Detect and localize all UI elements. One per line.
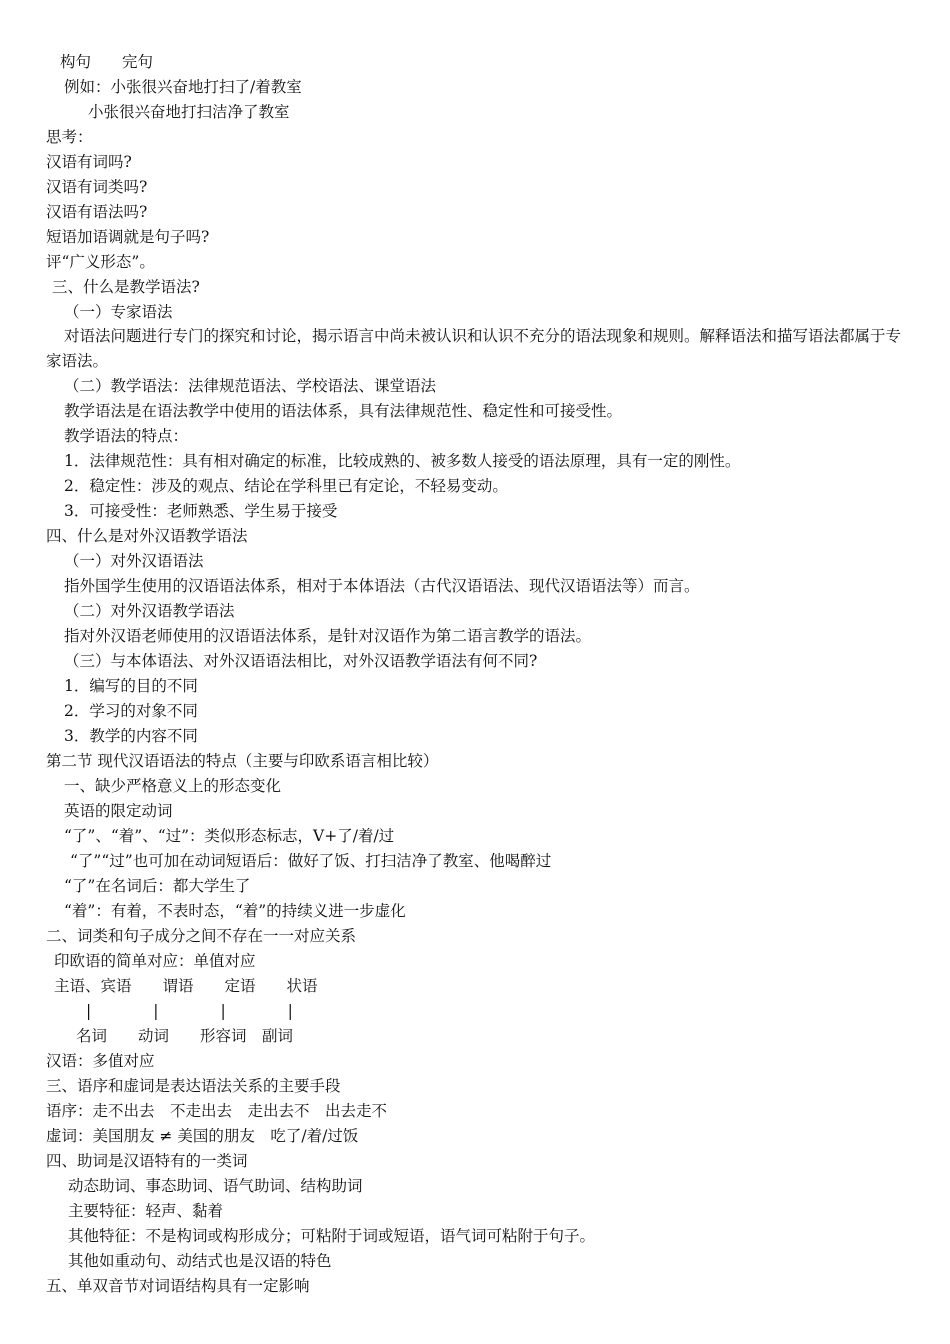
line-45: 动态助词、事态助词、语气助词、结构助词 <box>68 1177 363 1195</box>
line-6: 汉语有词类吗? <box>46 178 148 196</box>
list-item-6: 3．教学的内容不同 <box>64 727 198 745</box>
line-5: 汉语有词吗? <box>46 153 132 171</box>
line-35: 二、词类和句子成分之间不存在一一对应关系 <box>46 927 357 945</box>
line-9: 评“广义形态”。 <box>46 253 155 271</box>
list-item-5: 2．学习的对象不同 <box>64 702 198 720</box>
line-21: 指外国学生使用的汉语语法体系，相对于本体语法（古代汉语语法、现代汉语语法等）而言。 <box>64 577 700 595</box>
line-20: （一）对外汉语语法 <box>64 552 204 570</box>
line-14: 教学语法是在语法教学中使用的语法体系，具有法律规范性、稳定性和可接受性。 <box>64 402 623 420</box>
list-item-1: 1．法律规范性：具有相对确定的标准，比较成熟的、被多数人接受的语法原理，具有一定的刚性。 <box>64 452 741 470</box>
line-4: 思考： <box>46 128 93 146</box>
paragraph-expert-grammar: 对语法问题进行专门的探究和讨论，揭示语言中尚未被认识和认识不充分的语法现象和规则。解释语法和描写语法都属于专家语法。 <box>46 327 902 370</box>
line-22: （二）对外汉语教学语法 <box>64 602 235 620</box>
correspondence-row-functions: 主语、宾语 谓语 定语 状语 <box>54 977 318 995</box>
correspondence-row-bars: | | | | <box>86 1002 293 1020</box>
line-42: 语序：走不出去 不走出去 走出去不 出去走不 <box>46 1102 388 1120</box>
line-46: 主要特征：轻声、黏着 <box>68 1202 224 1220</box>
list-item-2: 2．稳定性：涉及的观点、结论在学科里已有定论，不轻易变动。 <box>64 477 508 495</box>
line-32: “了”“过”也可加在动词短语后：做好了饭、打扫洁净了教室、他喝醉过 <box>70 852 552 870</box>
line-44: 四、助词是汉语特有的一类词 <box>46 1152 248 1170</box>
section-heading-3: 三、什么是教学语法? <box>52 278 200 296</box>
line-7: 汉语有语法吗? <box>46 203 148 221</box>
line-1: 构句 完句 <box>60 53 154 71</box>
line-48: 其他如重动句、动结式也是汉语的特色 <box>68 1252 332 1270</box>
line-47: 其他特征：不是构词或构形成分；可粘附于词或短语，语气词可粘附于句子。 <box>68 1227 596 1245</box>
line-3: 小张很兴奋地打扫洁净了教室 <box>88 103 290 121</box>
list-item-4: 1．编写的目的不同 <box>64 677 198 695</box>
line-30: 英语的限定动词 <box>64 802 173 820</box>
line-34: “着”：有着，不表时态，“着”的持续义进一步虚化 <box>64 902 406 920</box>
line-36: 印欧语的简单对应：单值对应 <box>54 952 256 970</box>
line-43: 虚词：美国朋友 ≠ 美国的朋友 吃了/着/过饭 <box>46 1127 359 1145</box>
chapter-heading-section-2: 第二节 现代汉语语法的特点（主要与印欧系语言相比较） <box>46 752 439 770</box>
subheading-teaching-grammar: （二）教学语法：法律规范语法、学校语法、课堂语法 <box>64 377 437 395</box>
line-24: （三）与本体语法、对外汉语语法相比，对外汉语教学语法有何不同? <box>64 652 538 670</box>
line-41: 三、语序和虚词是表达语法关系的主要手段 <box>46 1077 341 1095</box>
line-2: 例如：小张很兴奋地打扫了/着教室 <box>64 78 302 96</box>
line-40: 汉语：多值对应 <box>46 1052 155 1070</box>
section-heading-4: 四、什么是对外汉语教学语法 <box>46 527 248 545</box>
line-49: 五、单双音节对词语结构具有一定影响 <box>46 1277 310 1295</box>
subheading-expert-grammar: （一）专家语法 <box>64 303 173 321</box>
line-33: “了”在名词后：都大学生了 <box>64 877 251 895</box>
line-23: 指对外汉语老师使用的汉语语法体系，是针对汉语作为第二语言教学的语法。 <box>64 627 592 645</box>
correspondence-row-word-classes: 名词 动词 形容词 副词 <box>76 1027 294 1045</box>
line-15: 教学语法的特点： <box>64 427 189 445</box>
line-8: 短语加语调就是句子吗? <box>46 228 210 246</box>
line-29: 一、缺少严格意义上的形态变化 <box>64 777 282 795</box>
line-31: “了”、“着”、“过”：类似形态标志，V+了/着/过 <box>64 827 395 845</box>
list-item-3: 3．可接受性：老师熟悉、学生易于接受 <box>64 502 338 520</box>
